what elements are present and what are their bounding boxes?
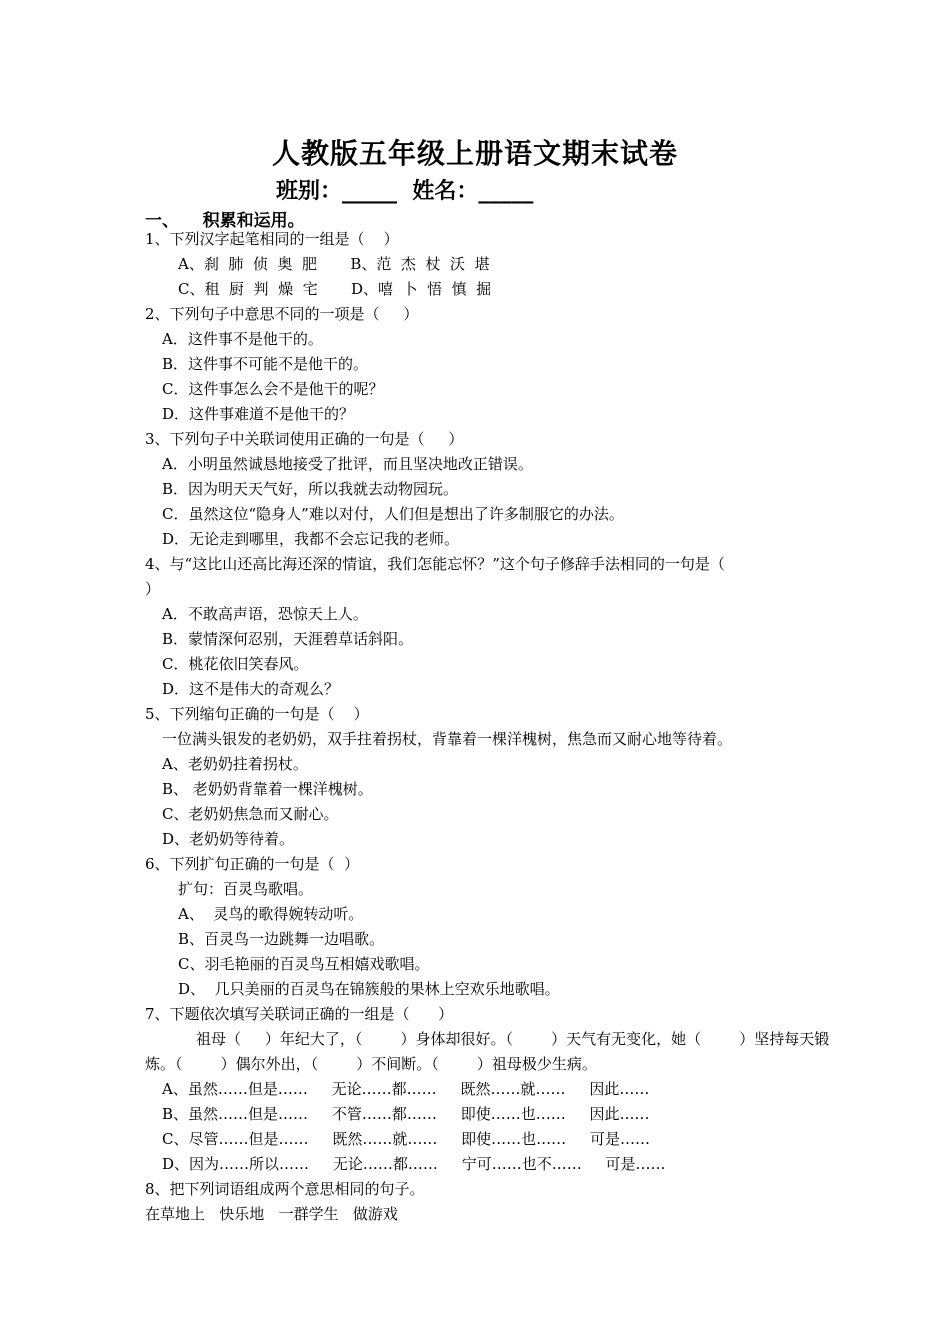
option-text: D、因为……所以…… 无论……都…… 宁可……也不…… 可是…… [162, 1155, 666, 1173]
option-text: C．这件事怎么会不是他干的呢？ [162, 380, 384, 398]
word-list: 在草地上 快乐地 一群学生 做游戏 [145, 1205, 398, 1223]
option-text: C、老奶奶焦急而又耐心。 [162, 805, 339, 823]
option-text: A、虽然……但是…… 无论……都…… 既然……就…… 因此…… [162, 1080, 650, 1098]
question-text: 4、与“这比山还高比海还深的情谊，我们怎能忘怀？”这个句子修辞手法相同的一句是（ [145, 555, 725, 573]
option-text: D、老奶奶等待着。 [162, 830, 295, 848]
option-text: C、尽管……但是…… 既然……就…… 即使……也…… 可是…… [162, 1130, 650, 1148]
option-text: A、 灵鸟的歌得婉转动听。 [178, 905, 364, 923]
option-text: C、租 厨 判 燥 宅 D、嘻 卜 悟 慎 掘 [178, 280, 492, 298]
option-text: B．这件事不可能不是他干的。 [162, 355, 369, 373]
section-heading: 一、 积累和运用。 [145, 211, 305, 231]
question-text: 2、下列句子中意思不同的一项是（ ） [145, 305, 419, 323]
question-sentence: 一位满头银发的老奶奶，双手拄着拐杖，背靠着一棵洋槐树，焦急而又耐心地等待着。 [162, 730, 733, 748]
option-text: A．这件事不是他干的。 [162, 330, 323, 348]
question-sentence: 炼。（ ）偶尔外出，（ ）不间断。（ ）祖母极少生病。 [145, 1055, 597, 1073]
question-text: 1、下列汉字起笔相同的一组是（ ） [145, 230, 399, 248]
option-text: B、百灵鸟一边跳舞一边唱歌。 [178, 930, 385, 948]
option-text: D．无论走到哪里，我都不会忘记我的老师。 [162, 530, 460, 548]
option-text: A．不敢高声语，恐惊天上人。 [162, 605, 368, 623]
option-text: C．桃花依旧笑春风。 [162, 655, 309, 673]
question-text: ） [145, 580, 161, 598]
option-text: B．因为明天天气好，所以我就去动物园玩。 [162, 480, 459, 498]
option-text: C．虽然这位“隐身人”难以对付，人们但是想出了许多制服它的办法。 [162, 505, 624, 523]
class-name-line: 班别：_____ 姓名：_____ [276, 178, 534, 204]
page-title: 人教版五年级上册语文期末试卷 [271, 137, 678, 170]
option-text: D．这不是伟大的奇观么？ [162, 680, 340, 698]
option-text: B、虽然……但是…… 不管……都…… 即使……也…… 因此…… [162, 1105, 650, 1123]
option-text: A．小明虽然诚恳地接受了批评，而且坚决地改正错误。 [162, 455, 533, 473]
question-sentence: 扩句：百灵鸟歌唱。 [178, 880, 314, 898]
option-text: C、羽毛艳丽的百灵鸟互相嬉戏歌唱。 [178, 955, 430, 973]
option-text: B．蒙情深何忍别，天涯碧草话斜阳。 [162, 630, 414, 648]
option-text: A、老奶奶拄着拐杖。 [162, 755, 308, 773]
option-text: D．这件事难道不是他干的？ [162, 405, 355, 423]
question-text: 7、下题依次填写关联词正确的一组是（ ） [145, 1005, 454, 1023]
question-sentence: 祖母（ ）年纪大了，（ ）身体却很好。（ ）天气有无变化，她（ ）坚持每天锻 [196, 1030, 830, 1048]
question-text: 5、下列缩句正确的一句是（ ） [145, 705, 369, 723]
question-text: 3、下列句子中关联词使用正确的一句是（ ） [145, 430, 464, 448]
question-text: 6、下列扩句正确的一句是（ ） [145, 855, 360, 873]
question-text: 8、把下列词语组成两个意思相同的句子。 [145, 1180, 425, 1198]
option-text: B、 老奶奶背靠着一棵洋槐树。 [162, 780, 373, 798]
option-text: A、刹 肺 侦 奥 肥 B、范 杰 杖 沃 堪 [178, 255, 490, 273]
option-text: D、 几只美丽的百灵鸟在锦簇般的果林上空欢乐地歌唱。 [178, 980, 560, 998]
